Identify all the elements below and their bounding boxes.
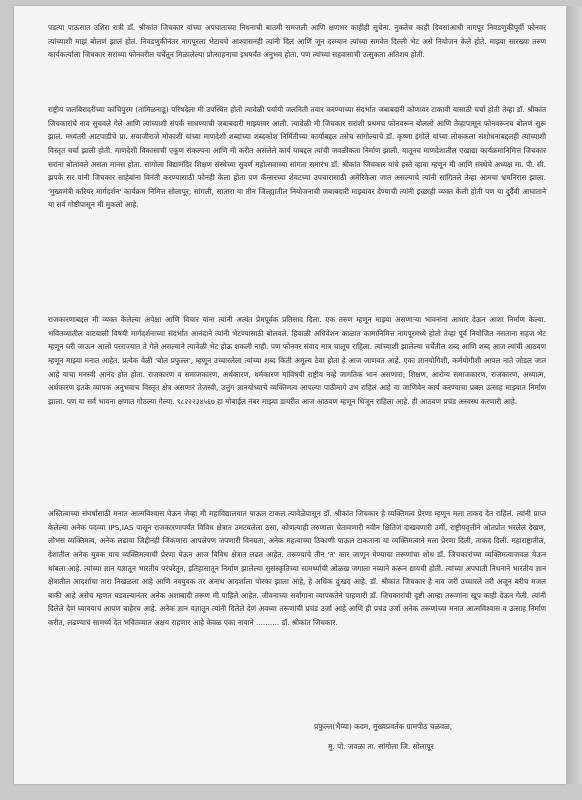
paragraph-2: राष्ट्रीय जलबिरादरीच्या कांचिपुरम (तामिळनाडू) परिषदेला मी उपस्थित होतो त्यावेळी पर्यायी जलनिती तयार करण्याच्या संदर्भात जबाबदारी कोणावर टाकावी यासाठी चर्चा होती तेव्हा डॉ. श्रीकांत जिचकारांचे नाव सुचवले गेले आणि त्यांच्याशी संपर्क साधण्याची जबाबदारी माझ्यावर आली. त्यावेळी मी जिचकार सरांशी प्रथमच फोनवरून बोललो आणि तेव्हापासून फोनवरूनच बोलणं सुरू झालं. मध्यंतरी आटपाडीचे प्रा. सयाजीराजे मोकाशी यांच्या माणदेशी शब्दांच्या शब्दकोश निर्मितीच्या कार्याबद्दल तसेच सांगोल्याचे डॉ. कृष्णा इंगोले यांच्या लोककला संशोधनाबद्दलही त्यांच्याशी विस्तृत चर्चा झाली होती. माणदेशी विकासाची एकूण संकल्पना आणि मी करीत असलेले कार्य याबद्दल त्यांची जवळीकता निर्माण झाली. यातूनच माणदेशातील एखाद्या कार्यक्रमानिमित्त जिचकार सरांना बोलावले असता मानस होता. सांगोला विद्यामंदिर शिक्षण संस्थेच्या सुवर्ण महोत्सवाच्या सांगता समारंभ डॉ. श्रीकांत जिचकार यांचे हस्ते व्हावा म्हणून मी आणि संस्थेचे अध्यक्ष मा. पी. सी. झपके सर यांनी जिचकार साहेबांना विनंती करण्यासाठी फोनही केला होता पण कॅन्सरच्या शेवटच्या उपचारासाठी अमेरिकेला जात असल्याचे त्यांनी सांगितले तेव्हा आमचा भ्रमनिरास झाला. 'मुख्यमंत्री करियर मार्गदर्शन' कार्यक्रम निमित्त सोलापूर, सांगली, सातारा या तीन जिल्ह्यातील नियोजनाची जबाबदारी माझ्यावर देण्याची त्यांनी इच्छाही व्यक्त केली होती पण या दुर्दैवी आघाताने या सर्व गोष्टीपासून मी मुकलो आहे.	[48, 105, 546, 210]
paragraph-4: अस्तित्वाच्या संघर्षासाठी मनात आत्मविश्वास घेऊन जेव्हा मी महाविद्यालयात पाऊल टाकल त्यावेळेपासून डॉ. श्रीकांत जिचकार हे व्यक्तिमत्व प्रेरणा म्हणून मला ताकद देत राहिलं. त्यांनी प्राप्त केलेल्या अनेक पदव्या IPS,IAS पासून राजकारणापर्यंत विविध क्षेत्रात उमटवलेला ठसा, कोणत्याही तरुणाला चेतावणारी नवीन क्षितिजं दाखवणारी उर्मी, राष्ट्रीयवृत्तीने ओतप्रोत भरलेलं देखण, लोभस व्यक्तिमत्व, अनेक लढाया जिद्दीनही जिंकणारा आपलेपण जपणारी विनम्रता, अनेक महत्वाच्या ठिकाणी पाऊल टाकताना या व्यक्तिमत्वाने मला प्रेरणा दिली, ताकद दिली. महाराष्ट्रातील, देशातील अनेक युवक याच व्यक्तिमत्वाची प्रेरणा घेऊन आज विविध क्षेत्रात लढत आहेत. तरूण्याचे तीन 'त' कार जाणून घेण्याचा तरूणांचा शोध डॉ. जिचकारांच्या व्यक्तिमत्वाजवळ येऊन थांबला आहे. त्यांच्या ज्ञान यज्ञातून भारतीय परंपरेतून, इतिहासातून निर्माण झालेल्या सुसंस्कृतिच्या सामर्थ्याची ओळख जगाला नव्याने करून द्यायची होती. त्यांच्या अपघाती निधनाने भारतीय ज्ञान क्षेत्रातील आदर्शाचा तारा निखळला आहे आणि नवयुवक तर अनाथ आदर्शाला पोरका झाला आहे, हे अधिक दुःखद आहे. डॉ. श्रीकांत जिचकार हे नाव जरी उच्चारले तरी अजून बरीच मजल बाकी आहे असेच म्हणत घडवल्यानंतर अनेक अशाबादी तरूण मी पाहिले आहेत. जीवनाच्या सर्वांगाना व्यापकतेने पाहणारी डॉ. जिचकारांची दृष्टी आम्हा तरूणांना खूप काही देऊन गेली. त्यांनी दिलेले देणं घ्यावयाचं आपण बाहेरच आहे. अनेक ज्ञान यज्ञातून त्यांनी दिलेले देणं अवघ्या तरूणांची प्रचंड उर्जा आहे आणि ही प्रचंड उर्जा अनेक तरूणांच्या मनात आत्मविश्वास व उत्साह निर्माण करीत, लढण्याचं सामर्थ्य देत भवितव्यात अक्षय राहणार आहे केवळ एका नावाने .......... डॉ. श्रीकांत जिचकार.	[48, 509, 546, 628]
paragraph-1: पडत्या पाऊसात उशिरा रात्री डॉ. श्रीकांत जिचकार यांच्या अपघाताच्या निधनाची बातमी समजली आणि क्षणभर काहीही सुचेना. नुकतेच काही दिवसांआधी नागपूर निवडणुकीपूर्वी फोनवर त्यांच्याशी माझं बोलणं झालं होतं. निवडणुकीनंतर नागपूरला भेटायचे आश्वासनही त्यांनी दिलं आणि जून दरम्यान त्यांच्या समवेत दिल्ली भेट असे नियोजन केले होते. माझ्या सारख्या तरुण कार्यकर्त्याला जिचकार सरांच्या फोनवरील चर्चेतून मिळालेल्या प्रोत्साहनाचा इथपर्यंत अनुभव होता. पण त्यांच्या सहवासाची उत्सुकता अतिशय होती.	[48, 23, 546, 60]
paragraph-3: राजकारणाबद्दल मी व्यक्त केलेल्या अपेक्षा आणि विचार यांना त्यांनी अत्यंत प्रेमपूर्वक प्रतिसाद दिला. एक तरुण म्हणून माझ्या असणाऱ्या भावनांना आधार देऊन आशा निर्माण केल्या. भवितव्यातील वाटचाली विषयी मार्गदर्शनाच्या संदर्भात आनंदाने त्यांनी भेटण्यासाठी बोलवले. हिवाळी अधिवेशन काळात कामानिमित्त नागपूरमध्ये होतो तेव्हा पूर्व नियोजित नसताना सहज भेट म्हणून घरी जाऊन आलो परराज्यात ते गेले असल्याने त्यावेळी भेट होऊ शकली नाही. पण फोनवर संवाद मात्र चालूच राहिला. त्यांच्याशी झालेल्या चर्चेतील शब्द आणि शब्द आज त्यांची आठवण म्हणून माझ्या मनात आहेत. प्रत्येक वेळी 'बोल प्रफुल्ल', म्हणून उच्चारलेला त्यांच्या शब्द किती अमूल्य ठेवा होता हे आज जाणवत आहे. एका ज्ञानयोगिशी, कर्मयोगीशी आपल नाते जोडल जात आहे याचा मनस्वी आनंद होत होता. राजकारण व समाजकारण, अर्थकारण, धर्मकारण यांविषयी राष्ट्रीय नव्हे जागतिक भान असणारा; शिक्षण, आरोग्य समाजकारण, राजकारण, अध्यात्म, अर्थकारण इतके व्यापक अनुभवाच विस्तृत क्षेत्र असणारं तेजस्वी, उत्तुंग ज्ञानयोध्याचे व्यक्तिमत्व आपल्या पाठीमागे उभ राहिलं आहे या जाणिवेन कार्य करण्याचा प्रबल उत्साह माझ्यात निर्माण झाला. पण या सर्व भावना क्षणात गोठल्या गेल्या. ९८२२२३४५६७ हा मोबाईल नंबर माझ्या डायरीत आज आठवण म्हणून थिजून राहिला आहे. ही आठवण प्रचंड अस्वस्थ करणारी आहे.	[48, 315, 546, 406]
letter-page	[14, 6, 566, 784]
signature-name: प्रफुल्ल(भैय्या) कदम, मुख्यप्रवर्तक ग्रामपीठ चळवळ,	[314, 722, 453, 731]
scan-edge	[566, 6, 582, 784]
signature-address: मु. पो. जवळा ता. सांगोला जि. सोलापूर	[328, 742, 434, 751]
